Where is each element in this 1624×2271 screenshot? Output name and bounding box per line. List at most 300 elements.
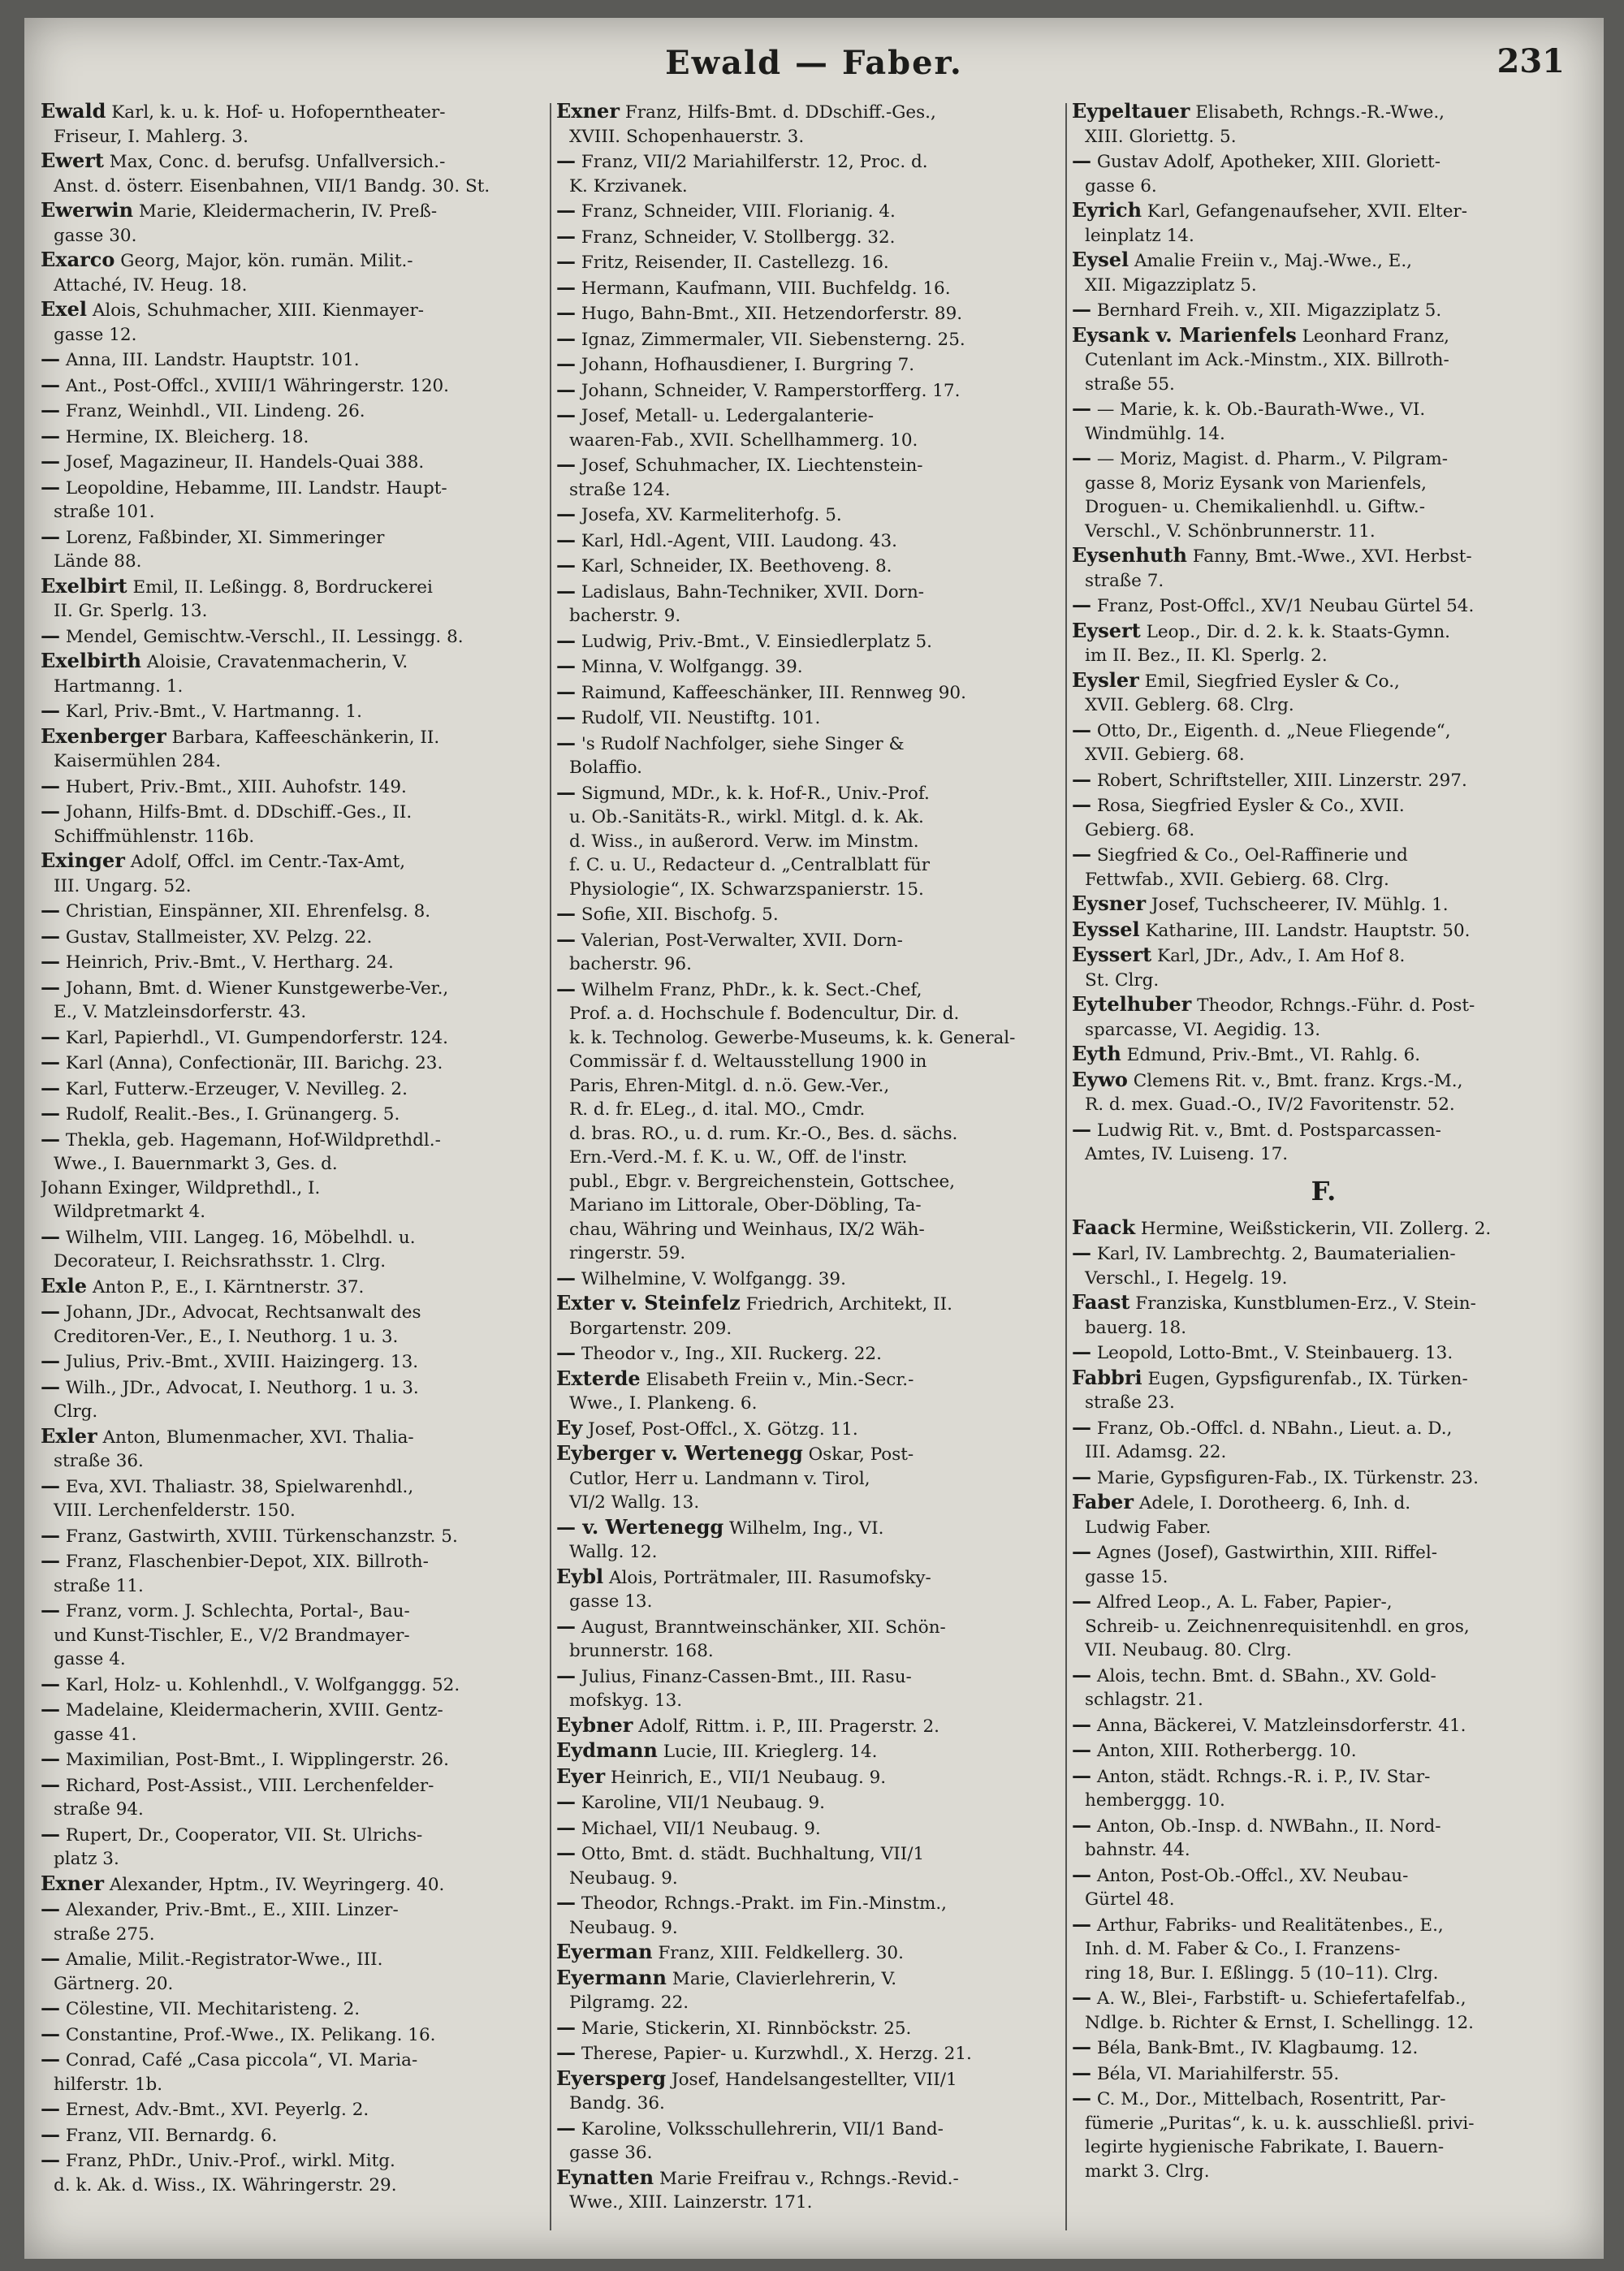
directory-entry-continuation xyxy=(1072,175,1575,199)
column-3 xyxy=(1072,99,1575,2243)
entry-surname: — xyxy=(556,779,576,804)
directory-entry-continuation xyxy=(1072,2160,1575,2184)
entry-text: Theodor, Rchngs.-Prakt. im Fin.-Minstm., xyxy=(581,1893,948,1914)
directory-entry-continuation xyxy=(1072,1316,1575,1341)
directory-entry xyxy=(556,2015,1060,2041)
entry-surname: — xyxy=(556,553,576,576)
entry-text: Marie, Kleidermacherin, IV. Preß- xyxy=(138,201,438,222)
entry-text: hilferstr. 1b. xyxy=(54,2074,163,2095)
directory-entry xyxy=(556,378,1060,404)
entry-text: Katharine, III. Landstr. Hauptstr. 50. xyxy=(1145,920,1471,941)
entry-text: Karl, Schneider, IX. Beethoveng. 8. xyxy=(581,556,892,576)
directory-entry xyxy=(1072,2035,1575,2061)
entry-surname: — xyxy=(556,2014,576,2039)
directory-entry xyxy=(556,275,1060,301)
directory-entry xyxy=(556,901,1060,927)
entry-text: Cutenlant im Ack.-Minstm., XIX. Billroth- xyxy=(1085,350,1449,370)
directory-entry-continuation xyxy=(556,830,1060,854)
directory-entry xyxy=(556,1738,1060,1764)
entry-text: Josef, Tuchscheerer, IV. Mühlg. 1. xyxy=(1151,895,1449,915)
entry-text: k. k. Technolog. Gewerbe-Museums, k. k. General- xyxy=(569,1027,1016,1048)
directory-entry-continuation xyxy=(1072,868,1575,892)
entry-text: K. Krzivanek. xyxy=(569,175,688,196)
directory-entry-continuation xyxy=(556,1074,1060,1099)
entry-text: Madelaine, Kleidermacherin, XVIII. Gentz- xyxy=(65,1700,443,1721)
directory-entry xyxy=(556,1664,1060,1690)
directory-entry-continuation xyxy=(1072,693,1575,718)
entry-text: Ignaz, Zimmermaler, VII. Siebensterng. 25. xyxy=(581,329,965,350)
entry-text: Josef, Schuhmacher, IX. Liechtenstein- xyxy=(581,455,923,476)
directory-entry-continuation xyxy=(1072,969,1575,993)
directory-entry xyxy=(556,1816,1060,1841)
entry-surname: — xyxy=(41,372,60,396)
entry-surname: — xyxy=(1072,1539,1091,1563)
directory-page xyxy=(24,18,1604,2259)
directory-entry-continuation xyxy=(1072,495,1575,520)
directory-entry xyxy=(41,1872,544,1898)
entry-text: Amalie, Milit.-Registrator-Wwe., III. xyxy=(65,1949,383,1970)
entry-text: gasse 8, Moriz Eysank von Marienfels, xyxy=(1085,473,1427,494)
entry-text: Edmund, Priv.-Bmt., VI. Rahlg. 6. xyxy=(1126,1045,1421,1065)
directory-entry xyxy=(41,574,544,600)
entry-surname: — xyxy=(556,1841,576,1864)
entry-text: Arthur, Fabriks- und Realitätenbes., E., xyxy=(1096,1915,1444,1936)
entry-surname: — xyxy=(41,1598,60,1621)
entry-text: Anst. d. österr. Eisenbahnen, VII/1 Bandg. 30. St. xyxy=(54,175,490,196)
entry-text: gasse 12. xyxy=(54,324,137,345)
directory-entry xyxy=(41,1050,544,1076)
directory-entry xyxy=(556,927,1060,953)
entry-surname: — xyxy=(41,474,60,499)
entry-text: Josef, Metall- u. Ledergalanterie- xyxy=(581,406,874,426)
entry-text: Wwe., XIII. Lainzerstr. 171. xyxy=(569,2192,813,2213)
entry-surname: Ewald xyxy=(41,99,106,123)
entry-surname: Exle xyxy=(41,1273,87,1297)
directory-entry xyxy=(556,1366,1060,1392)
directory-entry-continuation xyxy=(1072,2112,1575,2136)
entry-text: Attaché, IV. Heug. 18. xyxy=(54,274,248,296)
directory-entry xyxy=(556,1441,1060,1467)
directory-entry-continuation xyxy=(1072,1789,1575,1813)
directory-entry xyxy=(1072,1117,1575,1143)
directory-entry-continuation xyxy=(41,274,544,298)
directory-entry-continuation xyxy=(41,1574,544,1599)
entry-surname: — xyxy=(556,274,576,299)
entry-surname: — xyxy=(41,2148,60,2171)
directory-entry-continuation xyxy=(556,853,1060,878)
entry-text: Heinrich, Priv.-Bmt., V. Hertharg. 24. xyxy=(65,952,394,973)
entry-text: Minna, V. Wolfgangg. 39. xyxy=(581,657,803,677)
entry-text: Leonhard Franz, xyxy=(1302,326,1449,347)
directory-entry xyxy=(1072,917,1575,943)
entry-surname: Ewerwin xyxy=(41,198,134,222)
directory-entry xyxy=(1072,248,1575,274)
entry-text: Bernhard Freih. v., XII. Migazziplatz 5. xyxy=(1096,300,1442,321)
directory-entry xyxy=(1072,1539,1575,1565)
entry-surname: — xyxy=(41,898,60,922)
directory-entry xyxy=(1072,1764,1575,1790)
entry-text: Barbara, Kaffeeschänkerin, II. xyxy=(171,727,440,748)
entry-text: Franz, VII/2 Mariahilferstr. 12, Proc. d. xyxy=(581,152,928,172)
entry-text: waaren-Fab., XVII. Schellhammerg. 10. xyxy=(569,430,918,451)
entry-text: Schiffmühlenstr. 116b. xyxy=(54,826,255,847)
directory-entry-continuation xyxy=(556,175,1060,199)
directory-entry xyxy=(41,949,544,975)
entry-surname: — xyxy=(41,1473,60,1497)
directory-entry xyxy=(556,300,1060,326)
entry-surname: Ewert xyxy=(41,149,104,172)
entry-surname: Exinger xyxy=(41,848,125,872)
entry-surname: — xyxy=(556,149,576,172)
entry-surname: — xyxy=(41,1101,60,1125)
entry-text: Amtes, IV. Luiseng. 17. xyxy=(1085,1144,1289,1164)
directory-entry-continuation xyxy=(556,2191,1060,2215)
directory-entry xyxy=(1072,1340,1575,1366)
entry-text: Aloisie, Cravatenmacherin, V. xyxy=(146,652,408,672)
entry-surname: — xyxy=(41,1746,60,1770)
directory-entry xyxy=(1072,1490,1575,1516)
directory-entry xyxy=(556,654,1060,680)
entry-surname: — xyxy=(41,773,60,797)
entry-text: Karl, Holz- u. Kohlenhdl., V. Wolfganggg. 52. xyxy=(65,1674,460,1695)
directory-entry xyxy=(556,2116,1060,2142)
directory-entry xyxy=(1072,2086,1575,2112)
entry-text: Johann, Bmt. d. Wiener Kunstgewerbe-Ver., xyxy=(65,978,449,999)
directory-entry-continuation xyxy=(1072,743,1575,767)
entry-text: straße 124. xyxy=(569,479,671,500)
entry-surname: — xyxy=(1072,1589,1091,1613)
entry-text: Fritz, Reisender, II. Castellezg. 16. xyxy=(581,253,889,273)
entry-text: Fettwfab., XVII. Gebierg. 68. Clrg. xyxy=(1085,869,1389,890)
entry-text: Anna, III. Landstr. Hauptstr. 101. xyxy=(65,350,360,370)
entry-surname: — xyxy=(41,2047,60,2070)
entry-surname: — xyxy=(1072,842,1091,866)
entry-text: Karl, Papierhdl., VI. Gumpendorferstr. 124. xyxy=(65,1027,448,1048)
directory-entry xyxy=(1072,198,1575,224)
entry-text: Robert, Schriftsteller, XIII. Linzerstr. 297. xyxy=(1096,770,1467,791)
entry-text: Borgartenstr. 209. xyxy=(569,1318,732,1339)
directory-entry xyxy=(41,698,544,724)
entry-text: Schreib- u. Zeichnenrequisitenhdl. en gros, xyxy=(1085,1616,1470,1637)
entry-surname: — xyxy=(1072,1985,1091,2009)
directory-entry xyxy=(1072,297,1575,323)
directory-entry xyxy=(41,1076,544,1102)
entry-surname: Eysenhuth xyxy=(1072,543,1187,567)
directory-entry xyxy=(556,352,1060,378)
directory-entry xyxy=(41,347,544,373)
entry-text: brunnerstr. 168. xyxy=(569,1641,714,1661)
entry-text: Decorateur, I. Reichsrathsstr. 1. Clrg. xyxy=(54,1251,387,1272)
entry-text: Lorenz, Faßbinder, XI. Simmeringer xyxy=(65,527,385,548)
entry-surname: Exter v. Steinfelz xyxy=(556,1291,741,1315)
column-1 xyxy=(41,99,544,2243)
entry-text: Alois, Schuhmacher, XIII. Kienmayer- xyxy=(92,300,425,321)
entry-text: Wilh., JDr., Advocat, I. Neuthorg. 1 u. 3. xyxy=(65,1377,419,1398)
entry-text: Anton, städt. Rchngs.-R. i. P., IV. Star- xyxy=(1096,1766,1431,1787)
entry-text: Constantine, Prof.-Wwe., IX. Pelikang. 16. xyxy=(65,2024,436,2045)
entry-text: Neubaug. 9. xyxy=(569,1867,678,1889)
directory-entry-continuation xyxy=(41,550,544,574)
entry-text: XVII. Geblerg. 68. Clrg. xyxy=(1085,695,1294,715)
entry-text: Béla, Bank-Bmt., IV. Klagbaumg. 12. xyxy=(1096,2038,1419,2058)
directory-entry xyxy=(1072,668,1575,694)
entry-text: publ., Ebgr. v. Bergreichenstein, Gottschee, xyxy=(569,1171,956,1192)
entry-text: Sofie, XII. Bischofg. 5. xyxy=(581,905,779,925)
entry-text: straße 23. xyxy=(1085,1392,1175,1413)
page-title: Ewald — Faber. xyxy=(665,44,963,82)
entry-text: Johann, Hilfs-Bmt. d. DDschiff.-Ges., II. xyxy=(65,802,412,822)
entry-surname: — xyxy=(1072,1812,1091,1837)
entry-text: Emil, Siegfried Eysler & Co., xyxy=(1144,671,1400,692)
directory-entry xyxy=(41,2047,544,2073)
directory-entry xyxy=(41,1946,544,1972)
directory-entry xyxy=(41,1375,544,1401)
directory-entry xyxy=(556,198,1060,224)
directory-entry-continuation xyxy=(1072,1391,1575,1415)
entry-surname: — xyxy=(41,1522,60,1547)
directory-entry xyxy=(1072,323,1575,349)
directory-entry xyxy=(41,475,544,501)
entry-text: E., V. Matzleinsdorferstr. 43. xyxy=(54,1002,307,1022)
directory-entry xyxy=(1072,2061,1575,2087)
entry-text: fümerie „Puritas“, k. u. k. ausschließl. privi- xyxy=(1085,2113,1475,2134)
entry-text: Josef, Post-Offcl., X. Götzg. 11. xyxy=(588,1418,858,1440)
directory-entry xyxy=(1072,1912,1575,1938)
entry-text: Anton, Blumenmacher, XVI. Thalia- xyxy=(102,1427,414,1448)
entry-text: platz 3. xyxy=(54,1849,119,1869)
entry-text: gasse 36. xyxy=(569,2143,653,2163)
directory-entry-continuation xyxy=(556,1050,1060,1074)
entry-text: Karl, JDr., Adv., I. Am Hof 8. xyxy=(1157,946,1406,966)
entry-text: straße 7. xyxy=(1085,570,1164,591)
entry-surname: — xyxy=(1072,2060,1091,2084)
directory-entry xyxy=(556,2066,1060,2092)
entry-text: Alexander, Hptm., IV. Weyringerg. 40. xyxy=(109,1874,445,1895)
directory-entry xyxy=(41,1996,544,2022)
entry-text: Franz, PhDr., Univ.-Prof., wirkl. Mitg. xyxy=(65,2151,395,2171)
entry-surname: — xyxy=(556,730,576,754)
directory-entry-continuation xyxy=(41,1325,544,1349)
directory-entry xyxy=(556,579,1060,605)
directory-entry-continuation xyxy=(41,2073,544,2097)
entry-text: Wwe., I. Bauernmarkt 3, Ges. d. xyxy=(54,1154,338,1174)
directory-entry-continuation xyxy=(41,1624,544,1648)
directory-entry-continuation xyxy=(41,224,544,248)
directory-entry xyxy=(1072,1290,1575,1316)
entry-text: Otto, Bmt. d. städt. Buchhaltung, VII/1 xyxy=(581,1844,925,1864)
entry-text: Franziska, Kunstblumen-Erz., V. Stein- xyxy=(1135,1293,1476,1314)
directory-entry xyxy=(556,1614,1060,1640)
directory-entry xyxy=(1072,1068,1575,1094)
directory-entry xyxy=(41,398,544,424)
entry-surname: Eywo xyxy=(1072,1067,1128,1091)
directory-entry xyxy=(41,1025,544,1051)
directory-entry xyxy=(41,649,544,675)
directory-entry-continuation xyxy=(1072,1440,1575,1465)
entry-surname: — xyxy=(556,1663,576,1687)
directory-entry xyxy=(1072,792,1575,818)
directory-entry xyxy=(41,373,544,399)
entry-text: Therese, Papier- u. Kurzwhdl., X. Herzg. 21. xyxy=(581,2044,972,2064)
entry-surname: Eybl xyxy=(556,1564,604,1588)
directory-entry xyxy=(556,1790,1060,1816)
directory-entry xyxy=(556,977,1060,1003)
directory-entry xyxy=(1072,1366,1575,1392)
directory-entry xyxy=(41,724,544,750)
entry-surname: — xyxy=(1072,1763,1091,1787)
entry-surname: — xyxy=(556,628,576,652)
entry-surname: — xyxy=(1072,1340,1091,1363)
entry-surname: — xyxy=(41,2096,60,2120)
directory-entry xyxy=(41,1424,544,1450)
entry-text: und Kunst-Tischler, E., V/2 Brandmayer- xyxy=(54,1625,410,1646)
entry-text: Amalie Freiin v., Maj.-Wwe., E., xyxy=(1134,251,1412,271)
entry-text: Hermann, Kaufmann, VIII. Buchfeldg. 16. xyxy=(581,278,951,299)
entry-text: Thekla, geb. Hagemann, Hof-Wildprethdl.- xyxy=(65,1129,441,1151)
directory-entry-continuation xyxy=(1072,1267,1575,1291)
directory-entry-continuation xyxy=(41,675,544,699)
entry-text: II. Gr. Sperlg. 13. xyxy=(54,601,208,621)
directory-entry xyxy=(41,1822,544,1848)
entry-text: Friedrich, Architekt, II. xyxy=(745,1294,952,1315)
directory-entry-continuation xyxy=(556,604,1060,628)
entry-text: Physiologie“, IX. Schwarzspanierstr. 15. xyxy=(569,879,924,900)
entry-text: Pilgramg. 22. xyxy=(569,1993,689,2013)
entry-surname: — xyxy=(556,1815,576,1839)
directory-entry-continuation xyxy=(556,1241,1060,1266)
entry-text: Anton, Post-Ob.-Offcl., XV. Neubau- xyxy=(1096,1865,1409,1886)
directory-entry-continuation xyxy=(556,1590,1060,1614)
entry-text: Bolaffio. xyxy=(569,758,642,778)
entry-text: legirte hygienische Fabrikate, I. Bauern- xyxy=(1085,2137,1445,2157)
entry-text: Verschl., V. Schönbrunnerstr. 11. xyxy=(1085,520,1376,542)
entry-text: f. C. u. U., Redacteur d. „Centralblatt für xyxy=(569,855,931,875)
entry-text: Wildpretmarkt 4. xyxy=(54,1202,206,1222)
entry-surname: — xyxy=(41,347,60,370)
entry-text: Karl, IV. Lambrechtg. 2, Baumaterialien- xyxy=(1096,1244,1456,1264)
directory-entry xyxy=(41,424,544,450)
entry-surname: — xyxy=(1072,1712,1091,1736)
entry-surname: — xyxy=(1072,1662,1091,1686)
entry-text: Windmühlg. 14. xyxy=(1085,423,1225,444)
directory-entry-continuation xyxy=(1072,2135,1575,2160)
entry-surname: Eyersperg xyxy=(556,2066,667,2090)
entry-text: Bandg. 36. xyxy=(569,2093,665,2113)
directory-entry xyxy=(1072,619,1575,645)
entry-surname: — xyxy=(1072,1116,1091,1141)
directory-entry-continuation xyxy=(556,2092,1060,2116)
entry-surname: — xyxy=(41,2122,60,2146)
directory-entry xyxy=(556,1890,1060,1916)
directory-entry-continuation xyxy=(556,1991,1060,2015)
entry-surname: — xyxy=(556,1790,576,1813)
entry-surname: — xyxy=(1072,766,1091,791)
directory-entry xyxy=(556,2040,1060,2066)
directory-entry xyxy=(556,705,1060,731)
directory-entry xyxy=(41,1474,544,1500)
entry-surname: — xyxy=(41,923,60,948)
directory-entry xyxy=(41,898,544,924)
directory-entry-continuation xyxy=(41,1200,544,1224)
entry-text: Inh. d. M. Faber & Co., I. Franzens- xyxy=(1085,1939,1401,1959)
entry-surname: — xyxy=(1072,1241,1091,1264)
entry-surname: — xyxy=(556,2040,576,2064)
entry-surname: — xyxy=(1072,2086,1091,2109)
entry-surname: Exelbirt xyxy=(41,573,127,598)
entry-text: Ndlge. b. Richter & Ernst, I. Schellingg. 12. xyxy=(1085,2012,1474,2033)
entry-text: straße 94. xyxy=(54,1799,144,1820)
entry-text: Hermine, IX. Bleicherg. 18. xyxy=(65,426,309,447)
entry-surname: — xyxy=(41,698,60,722)
directory-entry-continuation xyxy=(41,749,544,774)
directory-entry-continuation xyxy=(556,1122,1060,1146)
directory-entry xyxy=(556,224,1060,250)
directory-entry xyxy=(1072,1215,1575,1241)
entry-text: Eva, XVI. Thaliastr. 38, Spielwarenhdl., xyxy=(65,1476,414,1497)
entry-surname: Exelbirth xyxy=(41,649,142,672)
directory-entry-continuation xyxy=(41,1847,544,1872)
entry-text: Richard, Post-Assist., VIII. Lerchenfelder- xyxy=(65,1775,434,1796)
entry-surname: Eysel xyxy=(1072,248,1129,271)
directory-entry xyxy=(1072,1042,1575,1068)
entry-surname: — xyxy=(556,1613,576,1638)
entry-text: Ant., Post-Offcl., XVIII/1 Währingerstr. 120. xyxy=(65,375,450,396)
entry-text: Karl (Anna), Confectionär, III. Barichg. 23. xyxy=(65,1053,443,1073)
directory-entry xyxy=(556,1416,1060,1442)
directory-entry-continuation xyxy=(1072,348,1575,373)
directory-entry-continuation xyxy=(1072,2011,1575,2036)
directory-entry xyxy=(41,99,544,125)
entry-text: hemberggg. 10. xyxy=(1085,1790,1225,1811)
directory-entry-continuation xyxy=(1072,472,1575,496)
entry-surname: — xyxy=(41,524,60,548)
entry-text: Cutlor, Herr u. Landmann v. Tirol, xyxy=(569,1468,870,1489)
entry-text: u. Ob.-Sanitäts-R., wirkl. Mitgl. d. k. Ak. xyxy=(569,807,924,827)
directory-entry xyxy=(1072,1663,1575,1689)
entry-text: Clrg. xyxy=(54,1401,98,1422)
directory-entry xyxy=(41,297,544,323)
directory-entry-continuation xyxy=(1072,1093,1575,1117)
entry-surname: Eyrich xyxy=(1072,198,1142,222)
entry-surname: — xyxy=(41,1671,60,1695)
entry-text: Johann, JDr., Advocat, Rechtsanwalt des xyxy=(65,1302,421,1323)
entry-text: III. Adamsg. 22. xyxy=(1085,1442,1227,1462)
entry-text: Leopoldine, Hebamme, III. Landstr. Haupt- xyxy=(65,477,447,499)
directory-entry xyxy=(1072,593,1575,619)
entry-text: Friseur, I. Mahlerg. 3. xyxy=(54,126,248,147)
entry-surname: — xyxy=(556,976,576,1000)
directory-entry xyxy=(41,2122,544,2148)
entry-text: St. Clrg. xyxy=(1085,969,1160,991)
entry-surname: — xyxy=(1072,396,1091,420)
entry-text: XII. Migazziplatz 5. xyxy=(1085,274,1257,296)
entry-surname: — xyxy=(41,1299,60,1323)
directory-entry xyxy=(1072,842,1575,868)
entry-text: Anton P., E., I. Kärntnerstr. 37. xyxy=(92,1276,365,1297)
entry-surname: — xyxy=(556,926,576,951)
directory-entry-continuation xyxy=(1072,569,1575,594)
entry-text: R. d. fr. ELeg., d. ital. MO., Cmdr. xyxy=(569,1099,866,1120)
entry-surname: Exenberger xyxy=(41,723,166,748)
directory-entry-continuation xyxy=(556,1146,1060,1170)
entry-surname: Exel xyxy=(41,297,87,321)
directory-entry xyxy=(556,99,1060,125)
directory-entry-continuation xyxy=(1072,1018,1575,1043)
entry-text: Verschl., I. Hegelg. 19. xyxy=(1085,1267,1288,1289)
directory-entry xyxy=(1072,1589,1575,1615)
entry-surname: — xyxy=(41,1024,60,1048)
directory-entry-continuation xyxy=(556,125,1060,149)
